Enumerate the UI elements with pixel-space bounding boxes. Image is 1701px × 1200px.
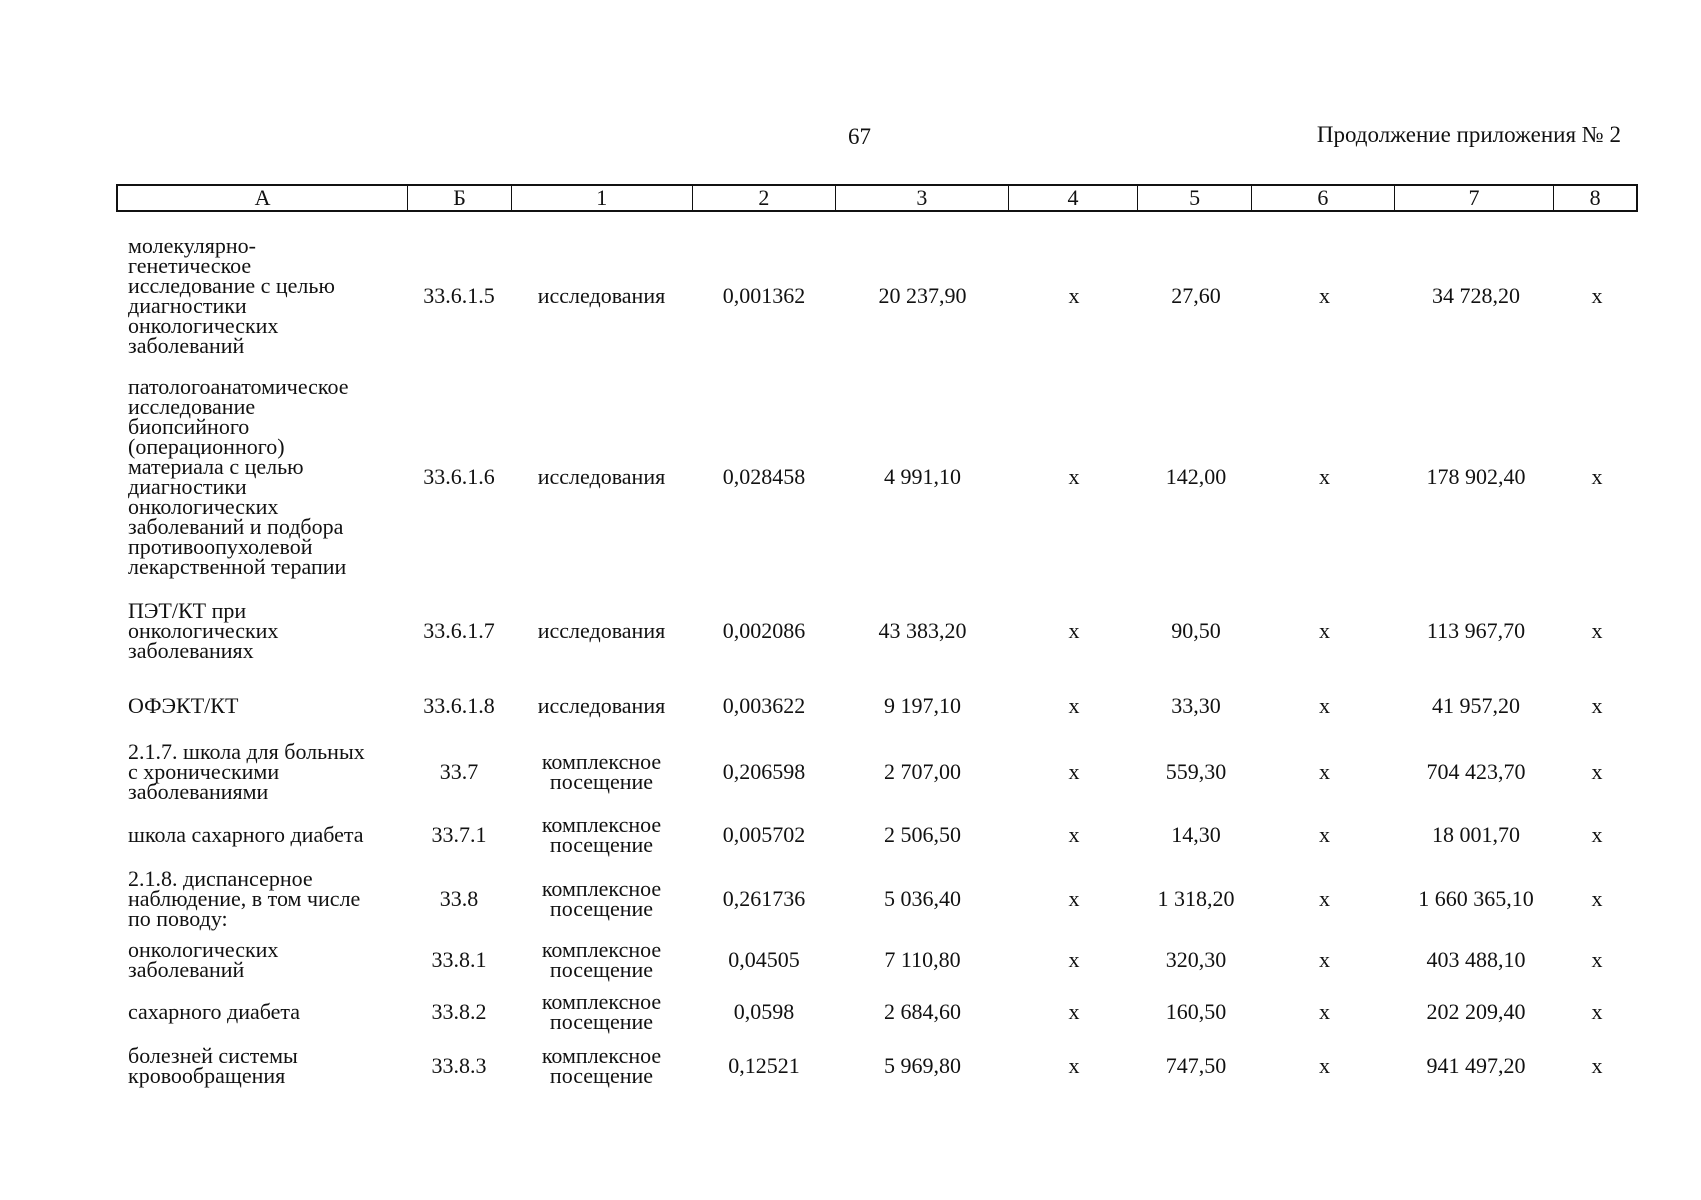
cell-col-6: х [1319,283,1330,308]
cell-col-6: х [1319,693,1330,718]
cell-col-7: 941 497,20 [1426,1053,1526,1078]
appendix-note: Продолжение приложения № 2 [1316,122,1621,147]
cell-col-8: х [1591,693,1603,718]
header-cell-4: 4 [1009,186,1139,210]
cell-col-2: 0,04505 [728,947,800,972]
cell-code: 33.8.1 [431,947,487,972]
cell-col-6: х [1319,464,1330,489]
cell-col-6: х [1319,822,1330,847]
cell-col-3: 5 036,40 [884,886,961,911]
cell-code: 33.7 [439,759,479,784]
cell-col-2: 0,12521 [728,1053,800,1078]
cell-col-8: х [1591,886,1603,911]
cell-unit: исследования [537,618,666,643]
table-body [116,226,1638,1094]
header-cell-1: 1 [512,186,693,210]
header-cell-b: Б [408,186,512,210]
cell-code: 33.6.1.7 [423,618,495,643]
cell-col-5: 747,50 [1165,1053,1227,1078]
cell-col-7: 41 957,20 [1432,693,1520,718]
cell-col-2: 0,028458 [722,464,806,489]
header-cell-2: 2 [693,186,837,210]
cell-col-3: 43 383,20 [878,618,967,643]
cell-col-8: х [1591,822,1603,847]
table-row [116,588,1638,674]
cell-col-3: 20 237,90 [878,283,967,308]
header-cell-3: 3 [836,186,1009,210]
cell-name: болезней системы кровообращения [128,1043,298,1088]
cell-col-2: 0,206598 [722,759,806,784]
cell-col-8: х [1591,947,1603,972]
cell-unit: комплексное посещение [541,1043,662,1088]
table-row [116,934,1638,986]
page-number: 67 [848,124,871,149]
cell-col-2: 0,0598 [733,999,795,1024]
cell-unit: комплексное посещение [541,937,662,982]
cell-col-3: 2 684,60 [884,999,961,1024]
cell-code: 33.8.2 [431,999,487,1024]
cell-name: 2.1.8. диспансерное наблюдение, в том числе по поводу: [128,866,361,931]
cell-unit: исследования [537,693,666,718]
cell-col-8: х [1591,759,1603,784]
cell-col-8: х [1591,999,1603,1024]
cell-col-5: 90,50 [1171,618,1221,643]
cell-code: 33.8 [439,886,479,911]
cell-name: онкологических заболеваний [128,937,279,982]
cell-col-7: 34 728,20 [1432,283,1520,308]
cell-col-7: 704 423,70 [1426,759,1526,784]
cell-col-2: 0,003622 [722,693,806,718]
cell-col-8: х [1591,618,1603,643]
cell-col-3: 9 197,10 [884,693,961,718]
cell-col-3: 7 110,80 [884,947,961,972]
cell-col-5: 33,30 [1171,693,1221,718]
cell-unit: комплексное посещение [541,812,662,857]
cell-col-2: 0,005702 [722,822,806,847]
header-cell-5: 5 [1138,186,1252,210]
cell-col-6: х [1319,999,1330,1024]
cell-col-7: 178 902,40 [1426,464,1526,489]
table-row [116,738,1638,806]
cell-col-5: 27,60 [1171,283,1221,308]
cell-col-4: х [1068,283,1080,308]
cell-name: ПЭТ/КТ при онкологических заболеваниях [128,598,279,663]
cell-name: ОФЭКТ/КТ [128,693,239,718]
cell-col-3: 5 969,80 [884,1053,961,1078]
cell-col-4: х [1068,999,1080,1024]
cell-col-4: х [1068,822,1080,847]
table-row [116,226,1638,366]
cell-col-7: 202 209,40 [1426,999,1526,1024]
cell-col-8: х [1591,464,1603,489]
cell-name: патологоанатомическое исследование биопсийного (операционного) материала с целью диагностики онкологических заболеваний и подбора противоопухолевой лекарственной терапии [128,374,349,579]
cell-code: 33.6.1.5 [423,283,495,308]
cell-col-5: 142,00 [1165,464,1227,489]
cell-col-7: 113 967,70 [1426,618,1526,643]
table-row [116,864,1638,934]
cell-col-8: х [1591,1053,1603,1078]
cell-code: 33.7.1 [431,822,487,847]
cell-col-4: х [1068,1053,1080,1078]
cell-col-4: х [1068,947,1080,972]
cell-col-4: х [1068,693,1080,718]
cell-col-4: х [1068,886,1080,911]
cell-col-6: х [1319,1053,1330,1078]
table-row [116,674,1638,738]
cell-col-5: 1 318,20 [1157,886,1235,911]
cell-col-2: 0,001362 [722,283,806,308]
cell-col-4: х [1068,759,1080,784]
header-cell-6: 6 [1252,186,1395,210]
cell-code: 33.6.1.6 [423,464,495,489]
cell-code: 33.8.3 [431,1053,487,1078]
table-header [116,184,1638,212]
cell-col-2: 0,002086 [722,618,806,643]
cell-unit: комплексное посещение [541,989,662,1034]
cell-unit: исследования [537,464,666,489]
cell-col-3: 2 506,50 [884,822,961,847]
cell-code: 33.6.1.8 [423,693,495,718]
cell-col-6: х [1319,759,1330,784]
cell-col-3: 4 991,10 [884,464,961,489]
cell-col-3: 2 707,00 [884,759,961,784]
cell-col-5: 160,50 [1165,999,1227,1024]
cell-col-6: х [1319,886,1330,911]
cell-unit: комплексное посещение [541,749,662,794]
cell-name: 2.1.7. школа для больных с хроническими заболеваниями [128,739,365,804]
table-row [116,1038,1638,1094]
cell-col-7: 18 001,70 [1432,822,1520,847]
table-row [116,806,1638,864]
table-row [116,986,1638,1038]
cell-col-6: х [1319,618,1330,643]
cell-col-4: х [1068,618,1080,643]
cell-name: школа сахарного диабета [128,822,364,847]
cell-col-5: 559,30 [1165,759,1227,784]
header-cell-8: 8 [1589,185,1601,210]
cell-col-5: 14,30 [1171,822,1221,847]
cell-col-4: х [1068,464,1080,489]
header-cell-7: 7 [1395,186,1555,210]
cell-col-6: х [1319,947,1330,972]
cell-col-7: 1 660 365,10 [1418,886,1534,911]
cell-col-8: х [1591,283,1603,308]
table-row [116,366,1638,588]
cell-col-5: 320,30 [1165,947,1227,972]
cell-col-2: 0,261736 [722,886,806,911]
cell-name: молекулярно- генетическое исследование с целью диагностики онкологических заболеваний [128,233,335,358]
cell-name: сахарного диабета [128,999,301,1024]
header-cell-a: А [118,186,408,210]
cell-unit: исследования [537,283,666,308]
cell-col-7: 403 488,10 [1426,947,1526,972]
cell-unit: комплексное посещение [541,876,662,921]
